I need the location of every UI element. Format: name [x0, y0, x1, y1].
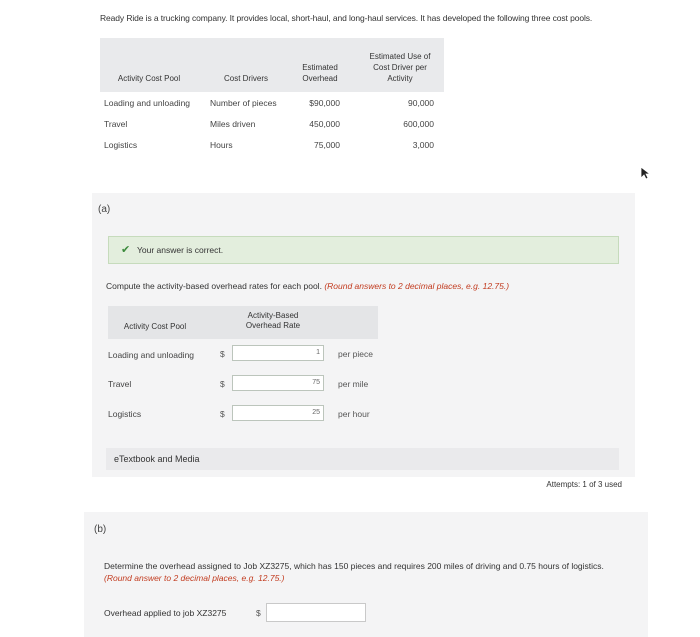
- overhead-applied-label: Overhead applied to job XZ3275: [104, 608, 227, 618]
- problem-intro: Ready Ride is a trucking company. It provides local, short-haul, and long-haul services. It has developed the following three cost pools.: [100, 13, 593, 23]
- rate-table-header: [108, 306, 378, 339]
- check-icon: ✔: [121, 244, 131, 256]
- row-travel-usage: 600,000: [403, 119, 434, 129]
- rate-row-logistics-label: Logistics: [108, 409, 142, 419]
- row-travel-overhead: 450,000: [309, 119, 340, 129]
- rate-input-loading[interactable]: 1: [232, 345, 324, 361]
- cost-table-header: [100, 38, 444, 92]
- etextbook-media-label: eTextbook and Media: [114, 454, 200, 464]
- rate-row-travel-unit: per mile: [338, 379, 369, 389]
- part-a-rounding-hint: (Round answers to 2 decimal places, e.g. 12.75.): [324, 281, 510, 291]
- part-a-label: (a): [98, 204, 111, 215]
- row-logistics-driver: Hours: [210, 140, 233, 150]
- rate-input-travel[interactable]: 75: [232, 375, 324, 391]
- row-travel-driver: Miles driven: [210, 119, 256, 129]
- row-loading-usage: 90,000: [408, 98, 434, 108]
- row-travel-pool: Travel: [104, 119, 128, 129]
- part-b-rounding-hint: (Round answer to 2 decimal places, e.g. 12.75.): [104, 573, 285, 583]
- rate-row-logistics-unit: per hour: [338, 409, 370, 419]
- row-loading-driver: Number of pieces: [210, 98, 277, 108]
- rate-row-loading-label: Loading and unloading: [108, 350, 195, 360]
- overhead-applied-input[interactable]: [266, 603, 366, 622]
- part-b-question: [104, 560, 604, 584]
- row-loading-pool: Loading and unloading: [104, 98, 191, 108]
- rate-row-loading-currency: $: [220, 349, 225, 359]
- rate-row-logistics-currency: $: [220, 409, 225, 419]
- overhead-applied-currency: $: [256, 608, 261, 618]
- correct-answer-banner: [108, 236, 619, 264]
- etextbook-media-link[interactable]: [106, 448, 619, 470]
- part-b-question-text: Determine the overhead assigned to Job XZ3275, which has 150 pieces and requires 200 miles of driving and 0.75 hours of logistics.: [104, 561, 604, 571]
- header-estimated-overhead: Estimated Overhead: [302, 63, 338, 83]
- rate-row-travel-currency: $: [220, 379, 225, 389]
- rate-row-travel-label: Travel: [108, 379, 132, 389]
- row-logistics-pool: Logistics: [104, 140, 138, 150]
- header-activity-cost-pool: Activity Cost Pool: [117, 74, 181, 83]
- row-logistics-usage: 3,000: [412, 140, 434, 150]
- header-estimated-use: Estimated Use of Cost Driver per Activity: [369, 52, 431, 83]
- header-cost-drivers: Cost Drivers: [223, 74, 268, 83]
- rate-row-loading-unit: per piece: [338, 349, 373, 359]
- correct-message: Your answer is correct.: [137, 245, 224, 255]
- part-b-label: (b): [94, 524, 107, 535]
- rate-input-logistics[interactable]: 25: [232, 405, 324, 421]
- part-a-question-text: Compute the activity-based overhead rates for each pool.: [106, 281, 322, 291]
- row-loading-overhead: $90,000: [309, 98, 340, 108]
- attempts-counter: Attempts: 1 of 3 used: [546, 480, 622, 489]
- rate-header-rate: Activity-Based Overhead Rate: [245, 311, 301, 330]
- part-a-question: [106, 281, 509, 291]
- row-logistics-overhead: 75,000: [314, 140, 340, 150]
- rate-header-pool: Activity Cost Pool: [123, 322, 187, 331]
- mouse-pointer-icon: [640, 166, 652, 180]
